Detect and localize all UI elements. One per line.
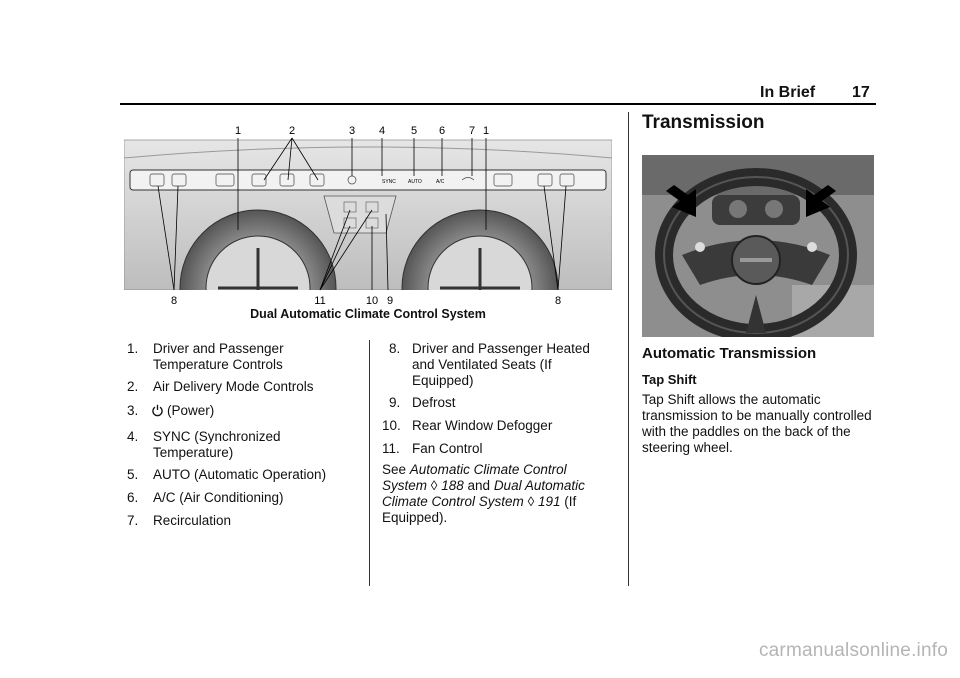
cross-reference-link[interactable]: Automatic Climate Control xyxy=(409,462,567,477)
tap-shift-body: Tap Shift allows the automatic transmission to be manually controlled with the paddles on the back of the steering wheel. xyxy=(642,392,872,455)
page-ref-icon: ◊ xyxy=(527,494,535,509)
column-rule xyxy=(628,112,629,586)
climate-control-diagram xyxy=(124,118,612,308)
section-heading: Transmission xyxy=(642,112,765,133)
callout-bottom-8b: 8 xyxy=(554,295,562,307)
see-also-paragraph: See Automatic Climate Control System ◊ 188 and Dual Automatic Climate Control System ◊ 191 (If Equipped). xyxy=(382,462,585,525)
page-reference[interactable]: 191 xyxy=(538,494,561,509)
header-rule xyxy=(120,103,876,105)
column-rule xyxy=(369,340,370,586)
sync-button-label: SYNC xyxy=(382,179,396,185)
callout-top-1: 1 xyxy=(234,125,242,137)
page-number: 17 xyxy=(852,84,870,101)
steering-wheel-illustration xyxy=(642,155,874,337)
auto-button-label: AUTO xyxy=(408,179,422,185)
callout-top-7: 7 xyxy=(468,125,476,137)
cross-reference-link[interactable]: Dual Automatic xyxy=(493,478,585,493)
watermark: carmanualsonline.info xyxy=(758,640,948,661)
diagram-caption: Dual Automatic Climate Control System xyxy=(250,307,486,321)
subsection-heading: Automatic Transmission xyxy=(642,345,817,362)
cross-reference-link[interactable]: System xyxy=(382,478,428,493)
page-reference[interactable]: 188 xyxy=(441,478,464,493)
callout-top-2: 2 xyxy=(288,125,296,137)
running-header-title: In Brief xyxy=(760,84,816,101)
legend-list-left: 1. Driver and Passenger Temperature Controls 2. Air Delivery Mode Controls 3. (Power) 4. SYNC (Synchronized Temperature) 5. AUTO (Automatic Operation) 6. A/C (Air Conditioning) 7. Recirculation xyxy=(127,341,327,528)
callout-top-3: 3 xyxy=(348,125,356,137)
ac-button-label: A/C xyxy=(436,179,445,185)
cross-reference-link[interactable]: Climate Control System xyxy=(382,494,524,509)
callout-bottom-10: 10 xyxy=(365,295,379,307)
tap-shift-heading: Tap Shift xyxy=(642,372,697,387)
callout-top-6: 6 xyxy=(438,125,446,137)
callout-bottom-8: 8 xyxy=(170,295,178,307)
callout-top-1b: 1 xyxy=(482,125,490,137)
power-icon xyxy=(151,404,164,417)
legend-list-right: 8. Driver and Passenger Heated and Ventilated Seats (If Equipped) 9. Defrost 10. Rear Window Defogger 11. Fan Control xyxy=(382,341,590,456)
callout-bottom-9: 9 xyxy=(386,295,394,307)
page-ref-icon: ◊ xyxy=(430,478,438,493)
callout-top-5: 5 xyxy=(410,125,418,137)
callout-top-4: 4 xyxy=(378,125,386,137)
callout-bottom-11: 11 xyxy=(314,295,326,307)
